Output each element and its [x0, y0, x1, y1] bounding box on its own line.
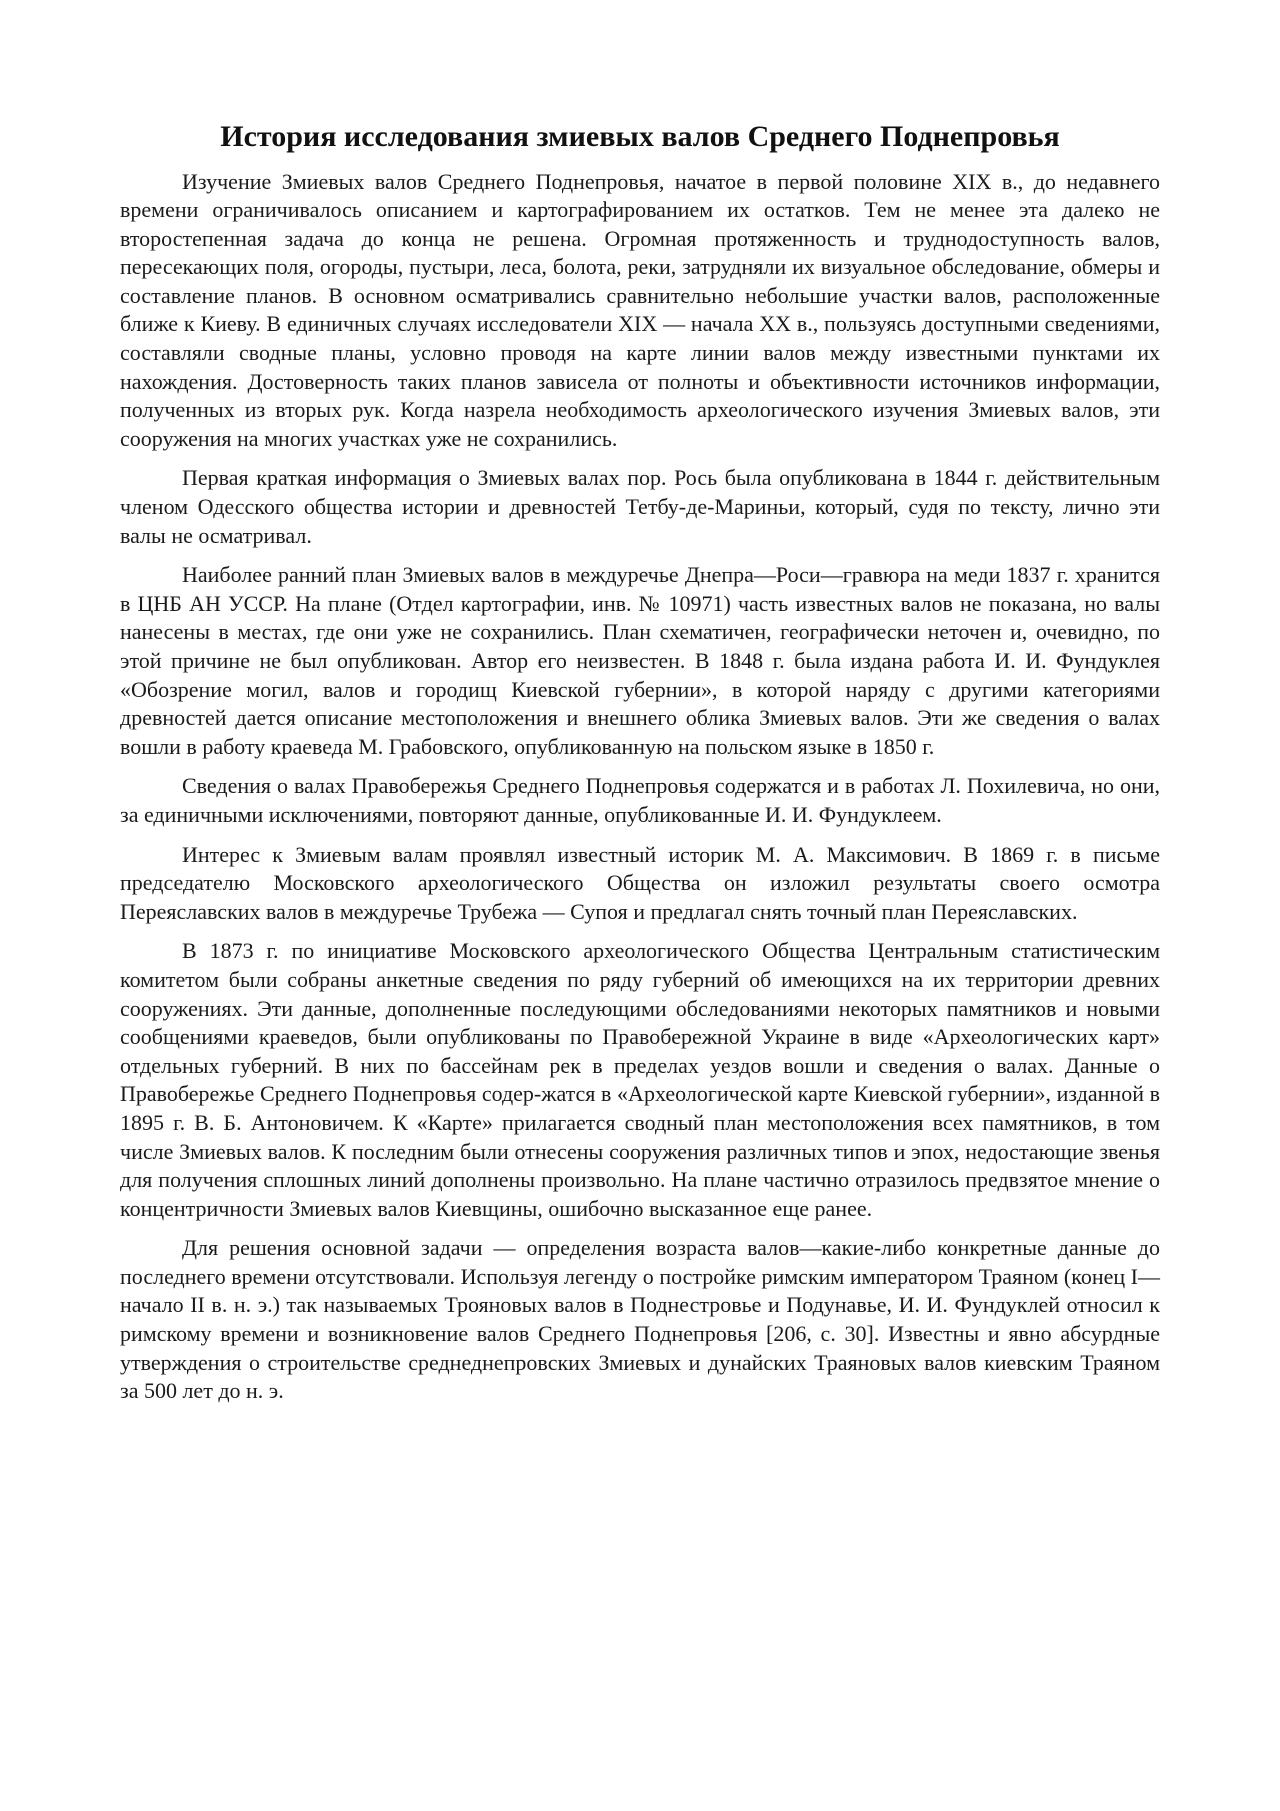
paragraph-7: Для решения основной задачи — определения возраста валов—какие-либо конкретные данные до последнего времени отсутствовали. Используя легенду о постройке римским императором Траяном (конец I—начало II в. н. э.) так называемых Трояновых валов в Поднестровье и Подунавье, И. И. Фундуклей относил к римскому времени и возникновение валов Среднего Поднепровья [206, с. 30]. Известны и явно абсурдные утверждения о строительстве среднеднепровских Змиевых и дунайских Траяновых валов киевским Траяном за 500 лет до н. э. — [120, 1235, 1160, 1404]
paragraph-5: Интерес к Змиевым валам проявлял известный историк М. А. Максимович. В 1869 г. в письме председателю Московского археологического Общества он изложил результаты своего осмотра Переяславских валов в междуречье Трубежа — Супоя и предлагал снять точный план Переяславских. — [120, 841, 1160, 924]
paragraph-3: Наиболее ранний план Змиевых валов в междуречье Днепра—Роси—гравюра на меди 1837 г. хранится в ЦНБ АН УССР. На плане (Отдел картографии, инв. № 10971) часть известных валов не показана, но валы нанесены в местах, где они уже не сохранились. План схематичен, географически неточен и, очевидно, по этой причине не был опубликован. Автор его неизвестен. В 1848 г. была издана работа И. И. Фундуклея «Обозрение могил, валов и городищ Киевской губернии», в которой наряду с другими категориями древностей дается описание местоположения и внешнего облика Змиевых валов. Эти же сведения о валах вошли в работу краеведа М. Грабовского, опубликованную на польском языке в 1850 г. — [120, 562, 1160, 759]
document-page — [120, 118, 1160, 1417]
paragraph-4: Сведения о валах Правобережья Среднего Поднепровья содержатся и в работах Л. Похилевича, но они, за единичными исключениями, повторяют данные, опубликованные И. И. Фундуклеем. — [120, 773, 1160, 827]
paragraph-6: В 1873 г. по инициативе Московского археологического Общества Центральным статистическим комитетом были собраны анкетные сведения по ряду губерний об имеющихся на их территории древних сооружениях. Эти данные, дополненные последующими обследованиями некоторых памятников и новыми сообщениями краеведов, были опубликованы по Правобережной Украине в виде «Археологических карт» отдельных губерний. В них по бассейнам рек в пределах уездов вошли и сведения о валах. Данные о Правобережье Среднего Поднепровья содер-жатся в «Археологической карте Киевской губернии», изданной в 1895 г. В. Б. Антоновичем. К «Карте» прилагается сводный план местоположения всех памятников, в том числе Змиевых валов. К последним были отнесены сооружения различных типов и эпох, недостающие звенья для получения сплошных линий дополнены произвольно. На плане частично отразилось предвзятое мнение о концентричности Змиевых валов Киевщины, ошибочно высказанное еще ранее. — [120, 938, 1160, 1221]
paragraph-2: Первая краткая информация о Змиевых валах пор. Рось была опубликована в 1844 г. действительным членом Одесского общества истории и древностей Тетбу-де-Мариньи, который, судя по тексту, лично эти валы не осматривал. — [120, 465, 1160, 548]
document-title: История исследования змиевых валов Среднего Поднепровья — [220, 120, 1060, 153]
paragraph-1: Изучение Змиевых валов Среднего Поднепровья, начатое в первой половине XIX в., до недавнего времени ограничивалось описанием и картографированием их остатков. Тем не менее эта далеко не второстепенная задача до конца не решена. Огромная протяженность и труднодоступность валов, пересекающих поля, огороды, пустыри, леса, болота, реки, затрудняли их визуальное обследование, обмеры и составление планов. В основном осматривались сравнительно небольшие участки валов, расположенные ближе к Киеву. В единичных случаях исследователи XIX — начала XX в., пользуясь доступными сведениями, составляли сводные планы, условно проводя на карте линии валов между известными пунктами их нахождения. Достоверность таких планов зависела от полноты и объективности источников информации, полученных из вторых рук. Когда назрела необходимость археологического изучения Змиевых валов, эти сооружения на многих участках уже не сохранились. — [120, 168, 1161, 451]
